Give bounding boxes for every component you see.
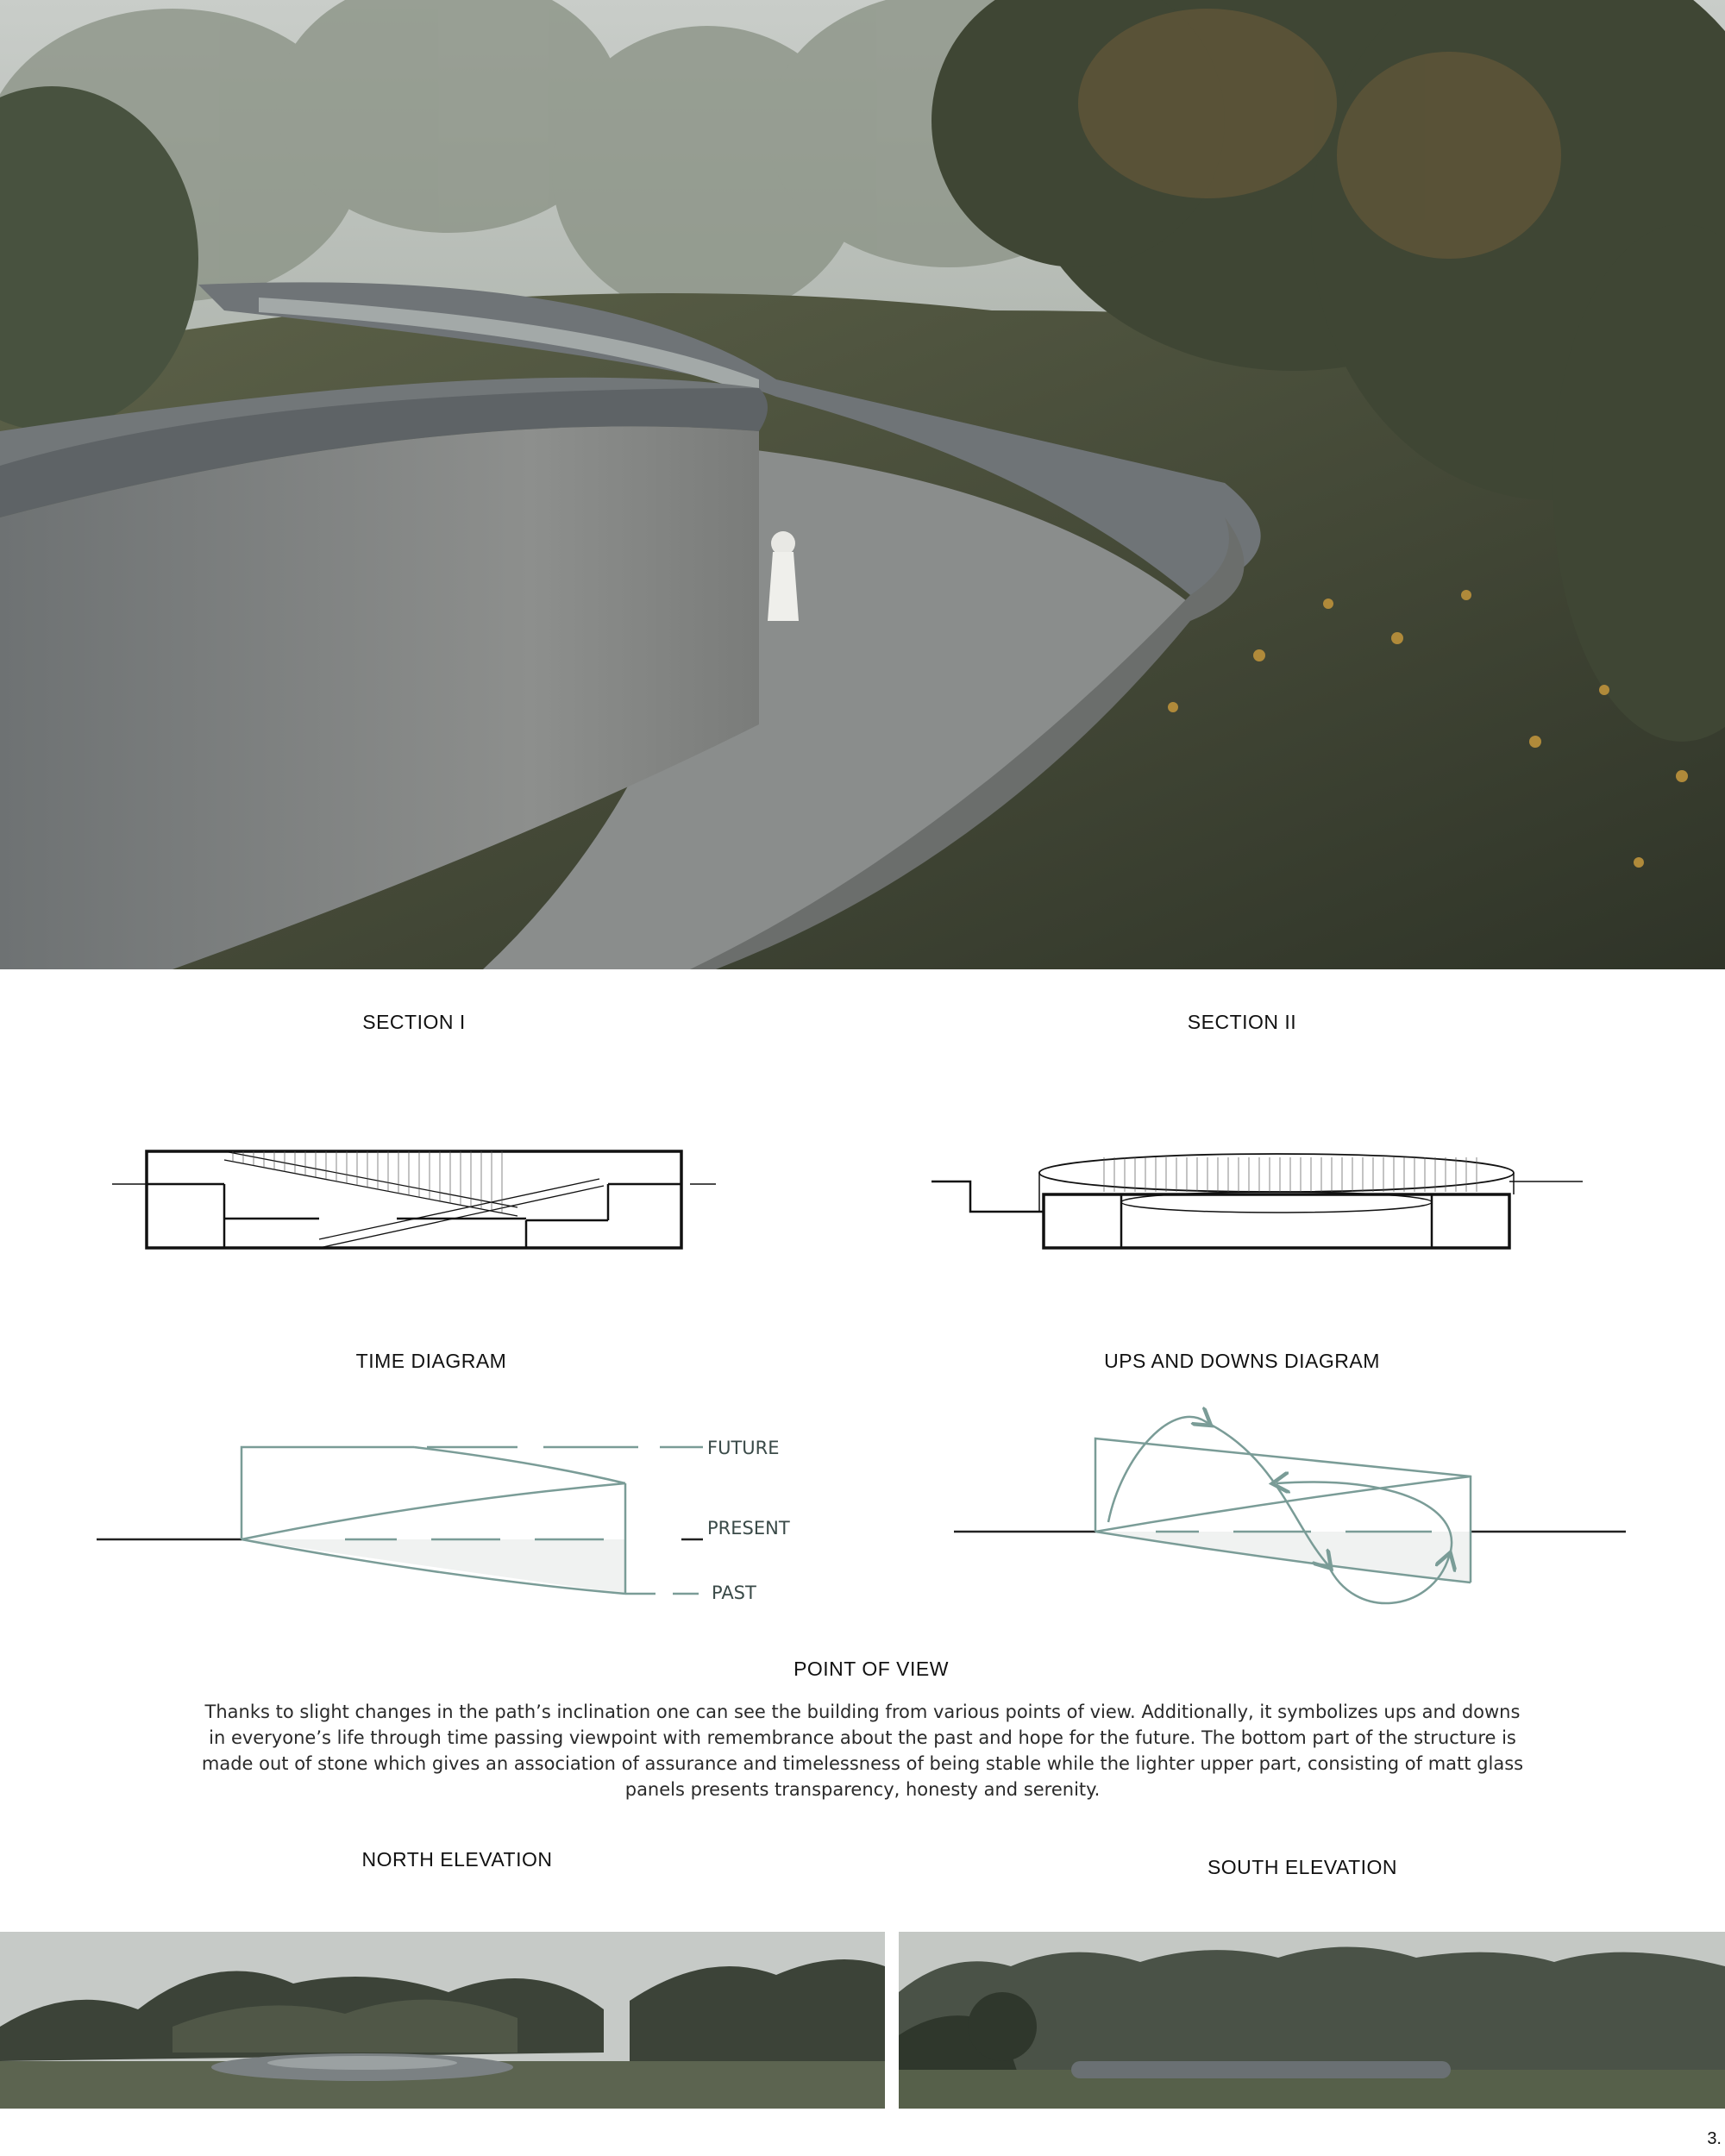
point-of-view-heading: POINT OF VIEW xyxy=(794,1658,949,1680)
section-2-drawing xyxy=(932,1138,1596,1259)
past-label: PAST xyxy=(712,1583,756,1603)
section-1-heading: SECTION I xyxy=(362,1011,466,1033)
ups-downs-diagram xyxy=(949,1406,1639,1630)
time-diagram-heading: TIME DIAGRAM xyxy=(355,1350,507,1372)
north-elevation-heading: NORTH ELEVATION xyxy=(361,1848,553,1871)
future-label: FUTURE xyxy=(707,1438,780,1458)
page-number: 3. xyxy=(1707,2129,1722,2148)
hero-rendering xyxy=(0,0,1725,969)
north-elevation-image xyxy=(0,1932,885,2109)
section-1-drawing xyxy=(104,1138,733,1259)
time-diagram xyxy=(86,1423,819,1613)
point-of-view-paragraph: Thanks to slight changes in the path’s inclination one can see the building from various points of view. Additionally, it symbolizes ups and downs in everyone’s life through time passing viewpoint with remembrance about the past and hope for the future. The bottom part of the structure is made out of stone which gives an association of assurance and timelessness of being stable while the lighter upper part, consisting of matt glass panels presents transparency, honesty and serenity. xyxy=(201,1702,1524,1800)
present-label: PRESENT xyxy=(707,1518,790,1539)
section-2-heading: SECTION II xyxy=(1187,1011,1297,1033)
ups-downs-diagram-heading: UPS AND DOWNS DIAGRAM xyxy=(1104,1350,1380,1372)
south-elevation-heading: SOUTH ELEVATION xyxy=(1207,1856,1398,1878)
south-elevation-image xyxy=(899,1932,1725,2109)
